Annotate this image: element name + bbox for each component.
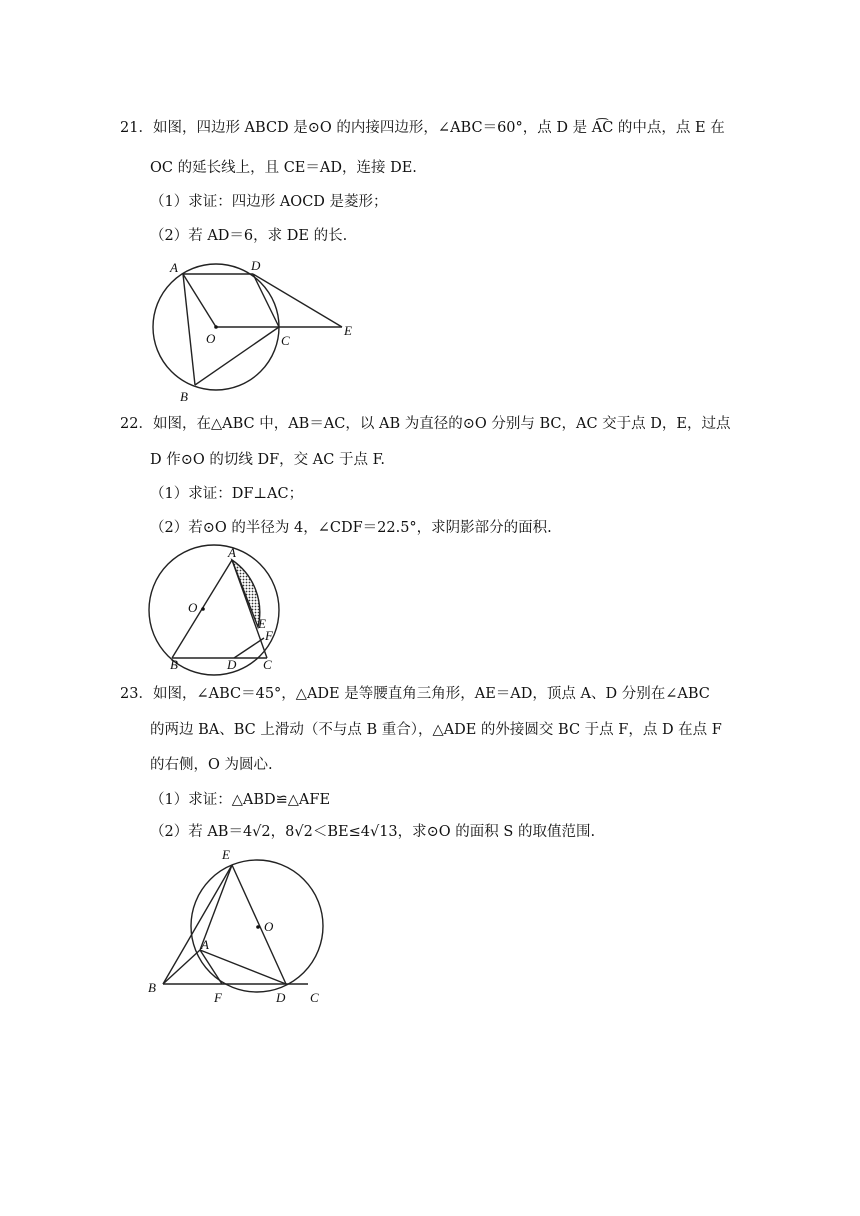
q23-center-dot (256, 925, 260, 929)
q23-stem-line1: 23．如图，∠ABC＝45°，△ADE 是等腰直角三角形，AE＝AD，顶点 A、D 分别在∠ABC (120, 686, 710, 702)
q22-segment-df (234, 638, 264, 658)
q23-label-f: F (214, 990, 222, 1005)
q22-figure (140, 545, 290, 675)
q22-label-a: A (228, 545, 236, 560)
q23-label-c: C (310, 990, 319, 1005)
q21-stem-line2: OC 的延长线上，且 CE＝AD，连接 DE. (150, 160, 417, 176)
q23-segment-ba (163, 950, 200, 984)
q23-stem-line3: 的右侧，O 为圆心. (150, 757, 273, 773)
q22-stem-line1: 22．如图，在△ABC 中，AB＝AC，以 AB 为直径的⊙O 分别与 BC，AC 交于点 D，E，过点 (120, 416, 731, 432)
q22-part2: （2）若⊙O 的半径为 4，∠CDF＝22.5°，求阴影部分的面积. (150, 520, 552, 536)
q23-label-d: D (276, 990, 286, 1005)
q21-label-d: D (251, 258, 261, 273)
q21-label-o: O (206, 331, 216, 346)
q22-label-b: B (170, 657, 178, 672)
q22-part1: （1）求证：DF⊥AC； (150, 486, 304, 502)
q21-label-c: C (281, 333, 290, 348)
q22-label-c: C (263, 657, 272, 672)
q23-label-e: E (222, 847, 230, 862)
q21-label-b: B (180, 389, 188, 404)
q23-label-a: A (201, 937, 209, 952)
q21-figure (140, 255, 380, 405)
q21-label-a: A (170, 260, 178, 275)
q22-label-e: E (258, 616, 266, 631)
q21-part2: （2）若 AD＝6，求 DE 的长. (150, 228, 348, 244)
q23-label-b: B (148, 980, 156, 995)
q22-label-o: O (188, 600, 198, 615)
q21-stem-line1: 21．如图，四边形 ABCD 是⊙O 的内接四边形，∠ABC＝60°，点 D 是 A͡C 的中点，点 E 在 (120, 120, 725, 136)
q23-part1: （1）求证：△ABD≌△AFE (150, 792, 331, 808)
q21-center-dot (214, 325, 218, 329)
q23-stem-line2: 的两边 BA、BC 上滑动（不与点 B 重合），△ADE 的外接圆交 BC 于点 F，点 D 在点 F (150, 722, 722, 738)
q23-label-o: O (264, 919, 274, 934)
q23-part2: （2）若 AB＝4√2，8√2＜BE≤4√13，求⊙O 的面积 S 的取值范围. (150, 824, 596, 840)
q22-center-dot (201, 607, 205, 611)
q22-label-d: D (227, 657, 237, 672)
q23-figure (140, 845, 340, 1010)
q21-label-e: E (344, 323, 352, 338)
q21-part1: （1）求证：四边形 AOCD 是菱形； (150, 194, 388, 210)
q22-segment-ac (232, 560, 267, 658)
q23-segment-be (163, 865, 232, 984)
q22-stem-line2: D 作⊙O 的切线 DF，交 AC 于点 F. (150, 452, 385, 468)
q22-label-f: F (265, 628, 273, 643)
